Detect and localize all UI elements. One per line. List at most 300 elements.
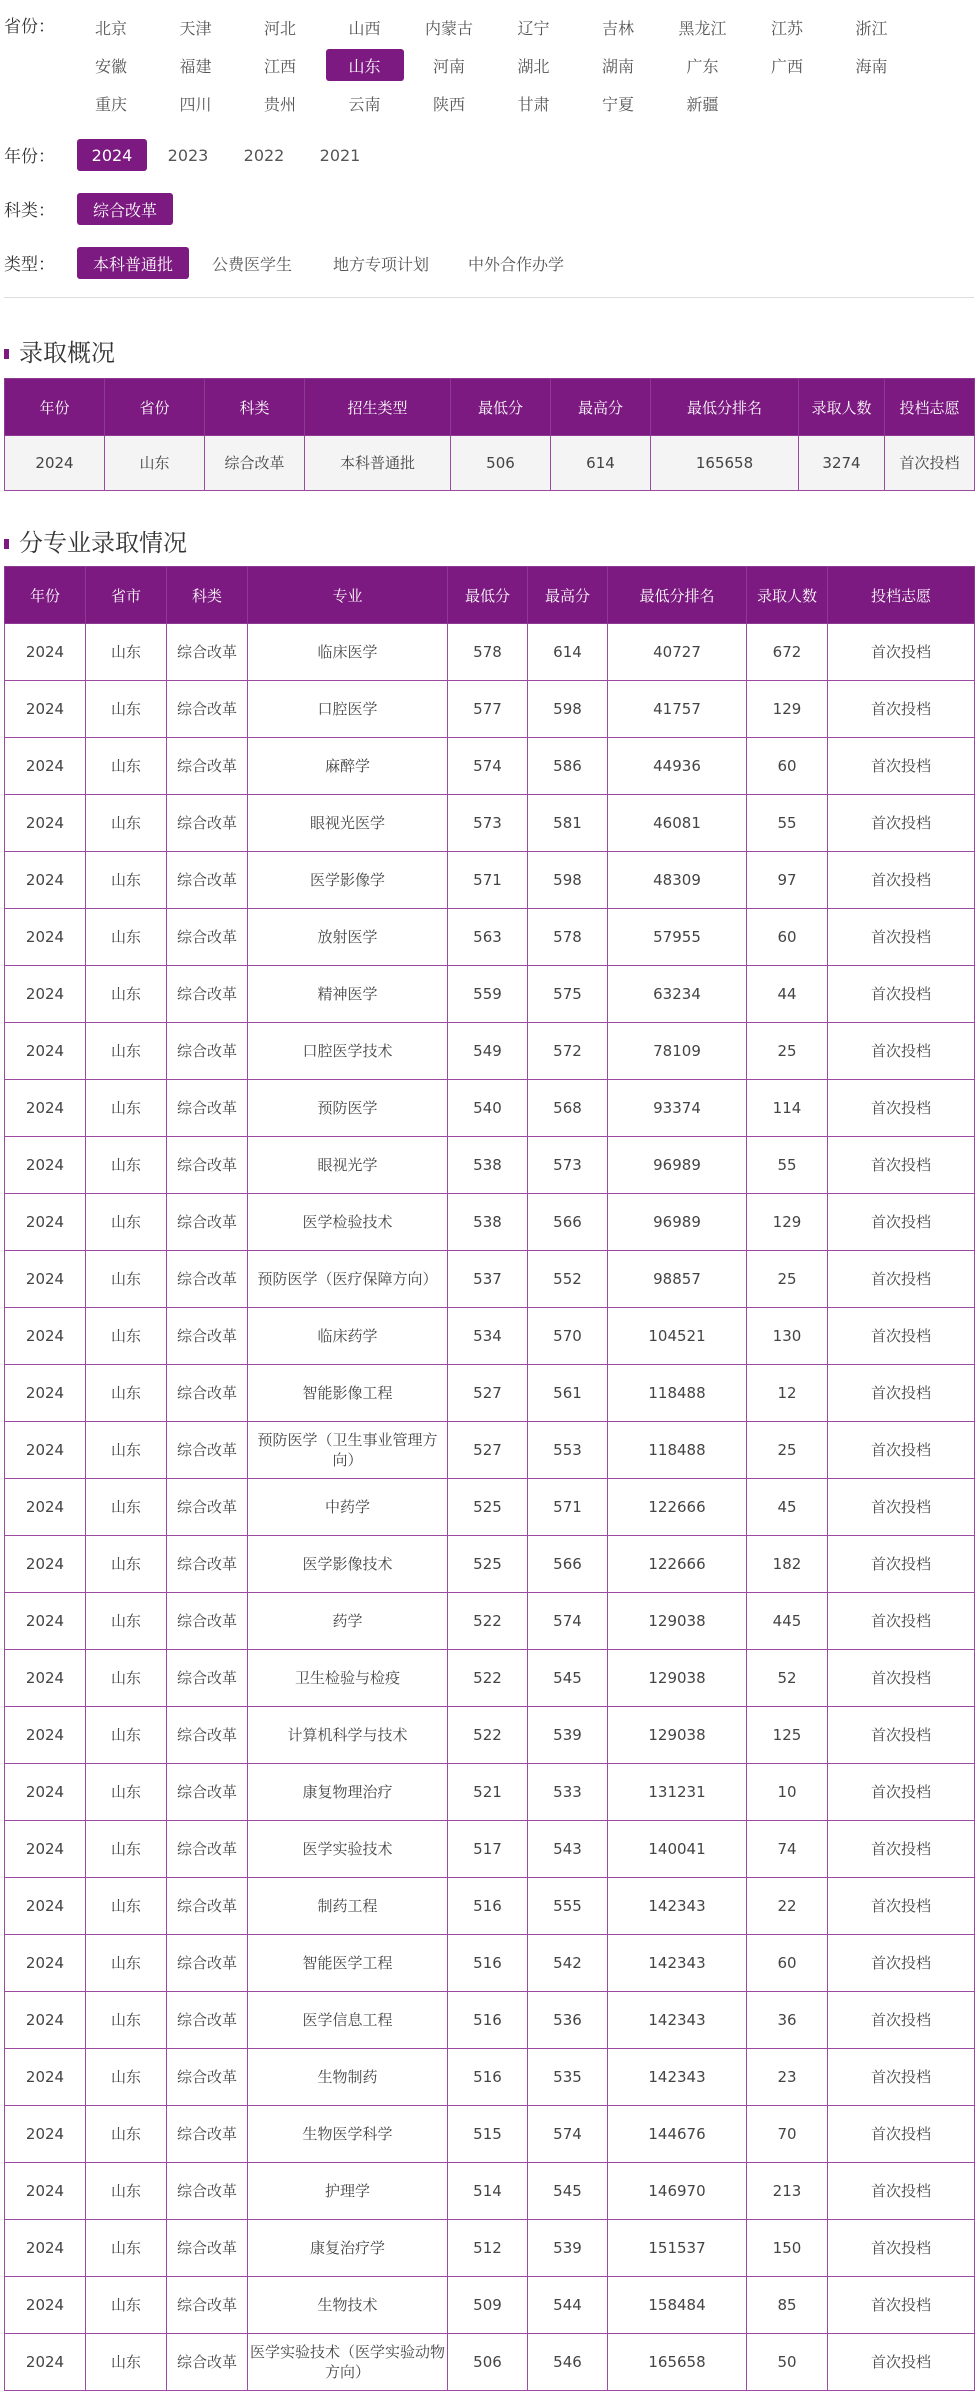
table-cell: 509	[448, 2277, 528, 2334]
table-cell: 527	[448, 1422, 528, 1479]
table-row	[5, 966, 975, 1023]
table-cell: 山东	[86, 2106, 167, 2163]
table-cell: 2024	[5, 1707, 86, 1764]
table-cell: 首次投档	[828, 2163, 975, 2220]
table-cell: 552	[528, 1251, 608, 1308]
table-cell: 首次投档	[828, 1308, 975, 1365]
table-cell: 60	[747, 909, 828, 966]
table-cell: 573	[448, 795, 528, 852]
table-cell: 546	[528, 2334, 608, 2391]
table-cell: 首次投档	[828, 1479, 975, 1536]
column-header: 最低分	[451, 379, 551, 436]
table-cell: 158484	[608, 2277, 747, 2334]
year-option[interactable]: 2023	[167, 145, 209, 165]
majors-table	[4, 566, 975, 2391]
table-cell: 山东	[86, 624, 167, 681]
province-option[interactable]: 宁夏	[601, 94, 634, 114]
table-cell: 512	[448, 2220, 528, 2277]
table-cell: 精神医学	[248, 966, 448, 1023]
table-cell: 放射医学	[248, 909, 448, 966]
table-cell: 2024	[5, 1650, 86, 1707]
table-cell: 山东	[86, 2220, 167, 2277]
table-cell: 93374	[608, 1080, 747, 1137]
table-row	[5, 1935, 975, 1992]
table-cell: 525	[448, 1479, 528, 1536]
table-cell: 129038	[608, 1650, 747, 1707]
section-marker-icon	[4, 539, 9, 549]
province-option[interactable]: 山西	[348, 18, 381, 38]
table-cell: 综合改革	[167, 1194, 248, 1251]
table-cell: 综合改革	[167, 2163, 248, 2220]
table-cell: 60	[747, 1935, 828, 1992]
table-cell: 山东	[86, 1251, 167, 1308]
table-cell: 536	[528, 1992, 608, 2049]
table-cell: 515	[448, 2106, 528, 2163]
province-option[interactable]: 安徽	[94, 56, 127, 76]
table-cell: 首次投档	[828, 1251, 975, 1308]
table-cell: 2024	[5, 1023, 86, 1080]
province-option[interactable]: 海南	[855, 56, 888, 76]
table-cell: 综合改革	[167, 2106, 248, 2163]
table-cell: 561	[528, 1365, 608, 1422]
table-cell: 78109	[608, 1023, 747, 1080]
table-cell: 2024	[5, 624, 86, 681]
column-header: 录取人数	[747, 567, 828, 624]
table-row	[5, 1707, 975, 1764]
table-row	[5, 1080, 975, 1137]
column-header: 省市	[86, 567, 167, 624]
table-row	[5, 2163, 975, 2220]
table-cell: 525	[448, 1536, 528, 1593]
province-option[interactable]: 广东	[686, 56, 719, 76]
table-cell: 制药工程	[248, 1878, 448, 1935]
table-row	[5, 1821, 975, 1878]
column-header: 年份	[5, 567, 86, 624]
table-cell: 综合改革	[167, 2049, 248, 2106]
table-row	[5, 436, 975, 491]
table-cell: 首次投档	[828, 2220, 975, 2277]
table-cell: 140041	[608, 1821, 747, 1878]
column-header: 最低分排名	[651, 379, 799, 436]
table-cell: 山东	[86, 1422, 167, 1479]
table-cell: 2024	[5, 1137, 86, 1194]
year-option[interactable]: 2024	[77, 139, 147, 171]
table-cell: 63234	[608, 966, 747, 1023]
table-cell: 2024	[5, 1764, 86, 1821]
table-cell: 516	[448, 2049, 528, 2106]
year-label: 年份：	[4, 147, 55, 167]
table-cell: 生物医学科学	[248, 2106, 448, 2163]
table-cell: 智能医学工程	[248, 1935, 448, 1992]
table-cell: 首次投档	[828, 1023, 975, 1080]
table-cell: 545	[528, 1650, 608, 1707]
table-cell: 165658	[608, 2334, 747, 2391]
table-cell: 预防医学（医疗保障方向）	[248, 1251, 448, 1308]
table-cell: 563	[448, 909, 528, 966]
table-cell: 151537	[608, 2220, 747, 2277]
table-cell: 527	[448, 1365, 528, 1422]
table-row	[5, 1992, 975, 2049]
table-cell: 首次投档	[828, 624, 975, 681]
province-option[interactable]: 辽宁	[517, 18, 550, 38]
province-option[interactable]: 陕西	[432, 94, 465, 114]
table-cell: 山东	[105, 436, 205, 491]
table-cell: 综合改革	[167, 1764, 248, 1821]
table-cell: 2024	[5, 2049, 86, 2106]
table-row	[5, 852, 975, 909]
table-cell: 首次投档	[828, 1365, 975, 1422]
table-cell: 12	[747, 1365, 828, 1422]
table-cell: 445	[747, 1593, 828, 1650]
subject-option[interactable]: 综合改革	[77, 193, 173, 225]
table-cell: 山东	[86, 2049, 167, 2106]
table-cell: 96989	[608, 1137, 747, 1194]
table-cell: 山东	[86, 1593, 167, 1650]
table-cell: 23	[747, 2049, 828, 2106]
table-cell: 医学实验技术	[248, 1821, 448, 1878]
table-cell: 山东	[86, 1080, 167, 1137]
table-cell: 综合改革	[167, 1992, 248, 2049]
table-cell: 综合改革	[167, 909, 248, 966]
table-cell: 2024	[5, 1593, 86, 1650]
column-header: 最低分	[448, 567, 528, 624]
province-option[interactable]: 江苏	[770, 18, 803, 38]
column-header: 投档志愿	[885, 379, 975, 436]
table-cell: 614	[551, 436, 651, 491]
table-cell: 综合改革	[167, 1650, 248, 1707]
table-cell: 综合改革	[167, 681, 248, 738]
table-cell: 2024	[5, 852, 86, 909]
table-cell: 医学信息工程	[248, 1992, 448, 2049]
table-cell: 575	[528, 966, 608, 1023]
table-cell: 2024	[5, 1536, 86, 1593]
table-cell: 预防医学（卫生事业管理方向）	[248, 1422, 448, 1479]
subject-options	[77, 193, 173, 225]
column-header: 最高分	[551, 379, 651, 436]
table-cell: 146970	[608, 2163, 747, 2220]
table-cell: 45	[747, 1479, 828, 1536]
table-cell: 571	[448, 852, 528, 909]
province-option[interactable]: 福建	[179, 56, 212, 76]
table-cell: 559	[448, 966, 528, 1023]
table-cell: 566	[528, 1536, 608, 1593]
table-cell: 康复治疗学	[248, 2220, 448, 2277]
table-cell: 182	[747, 1536, 828, 1593]
table-cell: 57955	[608, 909, 747, 966]
table-cell: 麻醉学	[248, 738, 448, 795]
table-cell: 142343	[608, 2049, 747, 2106]
table-row	[5, 2277, 975, 2334]
table-cell: 573	[528, 1137, 608, 1194]
table-cell: 2024	[5, 738, 86, 795]
table-cell: 首次投档	[828, 1536, 975, 1593]
table-cell: 计算机科学与技术	[248, 1707, 448, 1764]
table-cell: 综合改革	[167, 852, 248, 909]
table-cell: 山东	[86, 1365, 167, 1422]
table-cell: 50	[747, 2334, 828, 2391]
table-cell: 55	[747, 795, 828, 852]
table-cell: 48309	[608, 852, 747, 909]
table-cell: 129038	[608, 1707, 747, 1764]
table-cell: 2024	[5, 436, 105, 491]
table-cell: 522	[448, 1650, 528, 1707]
table-cell: 150	[747, 2220, 828, 2277]
table-cell: 125	[747, 1707, 828, 1764]
type-option[interactable]: 中外合作办学	[467, 254, 564, 274]
table-cell: 516	[448, 1935, 528, 1992]
table-cell: 山东	[86, 795, 167, 852]
table-cell: 25	[747, 1422, 828, 1479]
table-cell: 516	[448, 1878, 528, 1935]
table-cell: 中药学	[248, 1479, 448, 1536]
table-cell: 44936	[608, 738, 747, 795]
table-row	[5, 909, 975, 966]
table-cell: 114	[747, 1080, 828, 1137]
year-option[interactable]: 2021	[319, 145, 361, 165]
province-option[interactable]: 河南	[432, 56, 465, 76]
province-option[interactable]: 新疆	[686, 94, 719, 114]
table-cell: 综合改革	[167, 2277, 248, 2334]
table-cell: 544	[528, 2277, 608, 2334]
table-row	[5, 681, 975, 738]
table-cell: 山东	[86, 966, 167, 1023]
table-cell: 586	[528, 738, 608, 795]
table-cell: 2024	[5, 1878, 86, 1935]
table-cell: 129	[747, 1194, 828, 1251]
table-cell: 142343	[608, 1935, 747, 1992]
table-cell: 2024	[5, 2163, 86, 2220]
province-option[interactable]: 天津	[179, 18, 212, 38]
table-row	[5, 1479, 975, 1536]
province-option[interactable]: 贵州	[263, 94, 296, 114]
province-option[interactable]: 重庆	[94, 94, 127, 114]
table-row	[5, 1422, 975, 1479]
table-cell: 10	[747, 1764, 828, 1821]
table-cell: 522	[448, 1707, 528, 1764]
table-cell: 44	[747, 966, 828, 1023]
table-cell: 山东	[86, 2334, 167, 2391]
table-row	[5, 1878, 975, 1935]
province-option[interactable]: 江西	[263, 56, 296, 76]
table-cell: 卫生检验与检疫	[248, 1650, 448, 1707]
province-option[interactable]: 内蒙古	[424, 18, 473, 38]
table-cell: 综合改革	[167, 1878, 248, 1935]
table-cell: 首次投档	[828, 1992, 975, 2049]
table-cell: 山东	[86, 1308, 167, 1365]
table-cell: 55	[747, 1137, 828, 1194]
table-cell: 581	[528, 795, 608, 852]
table-row	[5, 738, 975, 795]
table-cell: 535	[528, 2049, 608, 2106]
table-cell: 综合改革	[167, 1251, 248, 1308]
province-option[interactable]: 甘肃	[517, 94, 550, 114]
province-option[interactable]: 云南	[348, 94, 381, 114]
table-cell: 129038	[608, 1593, 747, 1650]
summary-section-title	[4, 333, 115, 368]
table-row	[5, 624, 975, 681]
table-row	[5, 1137, 975, 1194]
table-cell: 2024	[5, 1365, 86, 1422]
table-cell: 130	[747, 1308, 828, 1365]
table-cell: 首次投档	[828, 1137, 975, 1194]
table-cell: 555	[528, 1878, 608, 1935]
table-cell: 144676	[608, 2106, 747, 2163]
table-cell: 综合改革	[167, 1365, 248, 1422]
column-header: 最高分	[528, 567, 608, 624]
table-cell: 山东	[86, 681, 167, 738]
table-cell: 首次投档	[828, 1080, 975, 1137]
type-option[interactable]: 本科普通批	[77, 247, 189, 279]
table-cell: 118488	[608, 1365, 747, 1422]
table-cell: 142343	[608, 1878, 747, 1935]
table-cell: 综合改革	[167, 1308, 248, 1365]
table-row	[5, 1023, 975, 1080]
table-cell: 医学实验技术（医学实验动物方向）	[248, 2334, 448, 2391]
table-cell: 首次投档	[828, 1194, 975, 1251]
table-row	[5, 1194, 975, 1251]
table-cell: 山东	[86, 1707, 167, 1764]
table-cell: 506	[451, 436, 551, 491]
column-header: 省份	[105, 379, 205, 436]
column-header: 专业	[248, 567, 448, 624]
table-cell: 74	[747, 1821, 828, 1878]
section-marker-icon	[4, 349, 9, 359]
table-cell: 首次投档	[828, 738, 975, 795]
province-option[interactable]: 浙江	[855, 18, 888, 38]
table-cell: 2024	[5, 1422, 86, 1479]
table-cell: 522	[448, 1593, 528, 1650]
table-cell: 综合改革	[167, 795, 248, 852]
table-row	[5, 2220, 975, 2277]
table-cell: 山东	[86, 1536, 167, 1593]
province-option[interactable]: 广西	[770, 56, 803, 76]
table-cell: 534	[448, 1308, 528, 1365]
table-cell: 2024	[5, 1992, 86, 2049]
type-label: 类型：	[4, 255, 55, 275]
table-cell: 首次投档	[828, 1878, 975, 1935]
province-option[interactable]: 河北	[263, 18, 296, 38]
table-cell: 口腔医学技术	[248, 1023, 448, 1080]
type-option[interactable]: 地方专项计划	[332, 254, 429, 274]
table-cell: 首次投档	[885, 436, 975, 491]
table-cell: 41757	[608, 681, 747, 738]
table-cell: 首次投档	[828, 1422, 975, 1479]
table-cell: 545	[528, 2163, 608, 2220]
table-cell: 山东	[86, 1935, 167, 1992]
table-cell: 2024	[5, 2334, 86, 2391]
table-cell: 山东	[86, 1479, 167, 1536]
subject-label: 科类：	[4, 201, 55, 221]
table-cell: 60	[747, 738, 828, 795]
column-header: 科类	[167, 567, 248, 624]
table-cell: 571	[528, 1479, 608, 1536]
table-cell: 2024	[5, 1080, 86, 1137]
table-row	[5, 1764, 975, 1821]
table-cell: 综合改革	[167, 1707, 248, 1764]
table-cell: 122666	[608, 1479, 747, 1536]
table-row	[5, 1536, 975, 1593]
province-option[interactable]: 四川	[179, 94, 212, 114]
table-cell: 智能影像工程	[248, 1365, 448, 1422]
table-cell: 104521	[608, 1308, 747, 1365]
column-header: 年份	[5, 379, 105, 436]
table-cell: 山东	[86, 1194, 167, 1251]
province-option[interactable]: 山东	[326, 49, 404, 81]
table-row	[5, 2049, 975, 2106]
table-cell: 医学检验技术	[248, 1194, 448, 1251]
table-cell: 572	[528, 1023, 608, 1080]
province-option[interactable]: 吉林	[601, 18, 634, 38]
table-cell: 85	[747, 2277, 828, 2334]
table-cell: 2024	[5, 1479, 86, 1536]
table-cell: 70	[747, 2106, 828, 2163]
table-row	[5, 1251, 975, 1308]
table-cell: 山东	[86, 1137, 167, 1194]
table-cell: 98857	[608, 1251, 747, 1308]
province-option[interactable]: 湖北	[517, 56, 550, 76]
table-cell: 山东	[86, 2163, 167, 2220]
table-cell: 综合改革	[167, 1935, 248, 1992]
table-cell: 52	[747, 1650, 828, 1707]
table-cell: 首次投档	[828, 1650, 975, 1707]
province-option[interactable]: 北京	[94, 18, 127, 38]
table-cell: 2024	[5, 2277, 86, 2334]
table-cell: 533	[528, 1764, 608, 1821]
table-cell: 药学	[248, 1593, 448, 1650]
table-cell: 康复物理治疗	[248, 1764, 448, 1821]
table-cell: 36	[747, 1992, 828, 2049]
table-cell: 131231	[608, 1764, 747, 1821]
table-cell: 山东	[86, 738, 167, 795]
year-option[interactable]: 2022	[243, 145, 285, 165]
table-cell: 山东	[86, 1023, 167, 1080]
table-cell: 首次投档	[828, 2049, 975, 2106]
table-cell: 46081	[608, 795, 747, 852]
column-header: 投档志愿	[828, 567, 975, 624]
table-cell: 首次投档	[828, 852, 975, 909]
table-cell: 2024	[5, 2106, 86, 2163]
table-cell: 97	[747, 852, 828, 909]
table-cell: 598	[528, 681, 608, 738]
summary-title-text: 录取概况	[19, 339, 115, 367]
table-cell: 539	[528, 2220, 608, 2277]
table-cell: 2024	[5, 966, 86, 1023]
type-option[interactable]: 公费医学生	[211, 254, 292, 274]
table-cell: 2024	[5, 1308, 86, 1365]
table-cell: 综合改革	[167, 966, 248, 1023]
table-cell: 首次投档	[828, 2277, 975, 2334]
table-cell: 山东	[86, 909, 167, 966]
table-cell: 首次投档	[828, 1935, 975, 1992]
table-cell: 山东	[86, 2277, 167, 2334]
table-cell: 综合改革	[167, 2220, 248, 2277]
table-cell: 首次投档	[828, 1821, 975, 1878]
province-option[interactable]: 湖南	[601, 56, 634, 76]
type-options	[77, 247, 585, 279]
table-cell: 综合改革	[167, 1593, 248, 1650]
table-cell: 综合改革	[167, 1023, 248, 1080]
table-cell: 医学影像学	[248, 852, 448, 909]
table-cell: 口腔医学	[248, 681, 448, 738]
table-row	[5, 1593, 975, 1650]
table-cell: 543	[528, 1821, 608, 1878]
table-cell: 临床医学	[248, 624, 448, 681]
table-cell: 首次投档	[828, 1707, 975, 1764]
province-option[interactable]: 黑龙江	[678, 18, 727, 38]
table-cell: 553	[528, 1422, 608, 1479]
table-cell: 山东	[86, 852, 167, 909]
table-cell: 2024	[5, 1251, 86, 1308]
